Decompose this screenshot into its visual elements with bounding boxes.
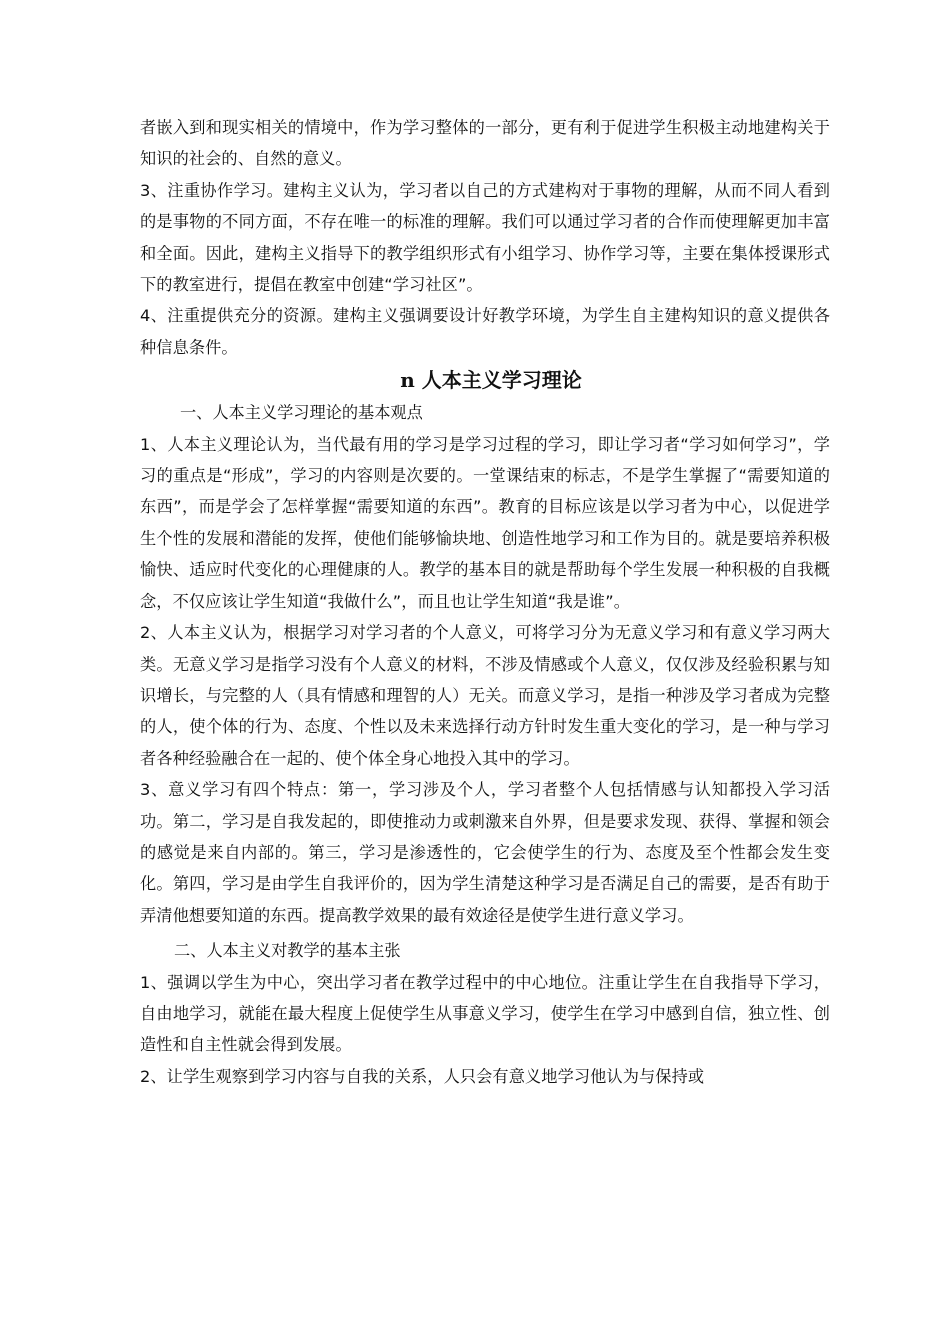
paragraph-resources: 4、注重提供充分的资源。建构主义强调要设计好教学环境，为学生自主建构知识的意义提供各种信息条件。: [140, 306, 830, 357]
paragraph-teaching-1: 1、强调以学生为中心，突出学习者在教学过程中的中心地位。注重让学生在自我指导下学习，自由地学习，就能在最大程度上促使学生从事意义学习，使学生在学习中感到自信，独立性、创造性和自主性就会得到发展。: [140, 972, 830, 1055]
subsection-heading-basic-views: 一、人本主义学习理论的基本观点: [180, 403, 423, 423]
subsection-heading-teaching-claims: 二、人本主义对教学的基本主张: [174, 941, 401, 961]
section-title: n 人本主义学习理论: [400, 368, 582, 393]
paragraph-teaching-2: 2、让学生观察到学习内容与自我的关系，人只会有意义地学习他认为与保持或: [140, 1066, 705, 1086]
document-page: [140, 112, 830, 1092]
paragraph-continuation: 者嵌入到和现实相关的情境中，作为学习整体的一部分，更有利于促进学生积极主动地建构关于知识的社会的、自然的意义。: [140, 118, 830, 169]
paragraph-humanism-2: 2、人本主义认为，根据学习对学习者的个人意义，可将学习分为无意义学习和有意义学习两大类。无意义学习是指学习没有个人意义的材料，不涉及情感或个人意义，仅仅涉及经验积累与知识增长，与完整的人（具有情感和理智的人）无关。而意义学习，是指一种涉及学习者成为完整的人，使个体的行为、态度、个性以及未来选择行动方针时发生重大变化的学习，是一种与学习者各种经验融合在一起的、使个体全身心地投入其中的学习。: [140, 623, 830, 768]
paragraph-humanism-1: 1、人本主义理论认为，当代最有用的学习是学习过程的学习，即让学习者“学习如何学习”，学习的重点是“形成”，学习的内容则是次要的。一堂课结束的标志，不是学生掌握了“需要知道的东西”，而是学会了怎样掌握“需要知道的东西”。教育的目标应该是以学习者为中心，以促进学生个性的发展和潜能的发挥，使他们能够愉块地、创造性地学习和工作为目的。就是要培养积极愉快、适应时代变化的心理健康的人。教学的基本目的就是帮助每个学生发展一种积极的自我概念，不仅应该让学生知道“我做什么”，而且也让学生知道“我是谁”。: [140, 434, 830, 611]
paragraph-collaborative-learning: 3、注重协作学习。建构主义认为，学习者以自己的方式建构对于事物的理解，从而不同人看到的是事物的不同方面，不存在唯一的标准的理解。我们可以通过学习者的合作而使理解更加丰富和全面。因此，建构主义指导下的教学组织形式有小组学习、协作学习等，主要在集体授课形式下的教室进行，提倡在教室中创建“学习社区”。: [140, 180, 830, 295]
paragraph-humanism-3: 3、意义学习有四个特点：第一，学习涉及个人，学习者整个人包括情感与认知都投入学习活功。第二，学习是自我发起的，即使推动力或刺激来自外界，但是要求发现、获得、掌握和领会的感觉是来自内部的。第三，学习是渗透性的，它会使学生的行为、态度及至个性都会发生变化。第四，学习是由学生自我评价的，因为学生清楚这种学习是否满足自己的需要，是否有助于弄清他想要知道的东西。提高教学效果的最有效途径是使学生进行意义学习。: [140, 780, 830, 925]
